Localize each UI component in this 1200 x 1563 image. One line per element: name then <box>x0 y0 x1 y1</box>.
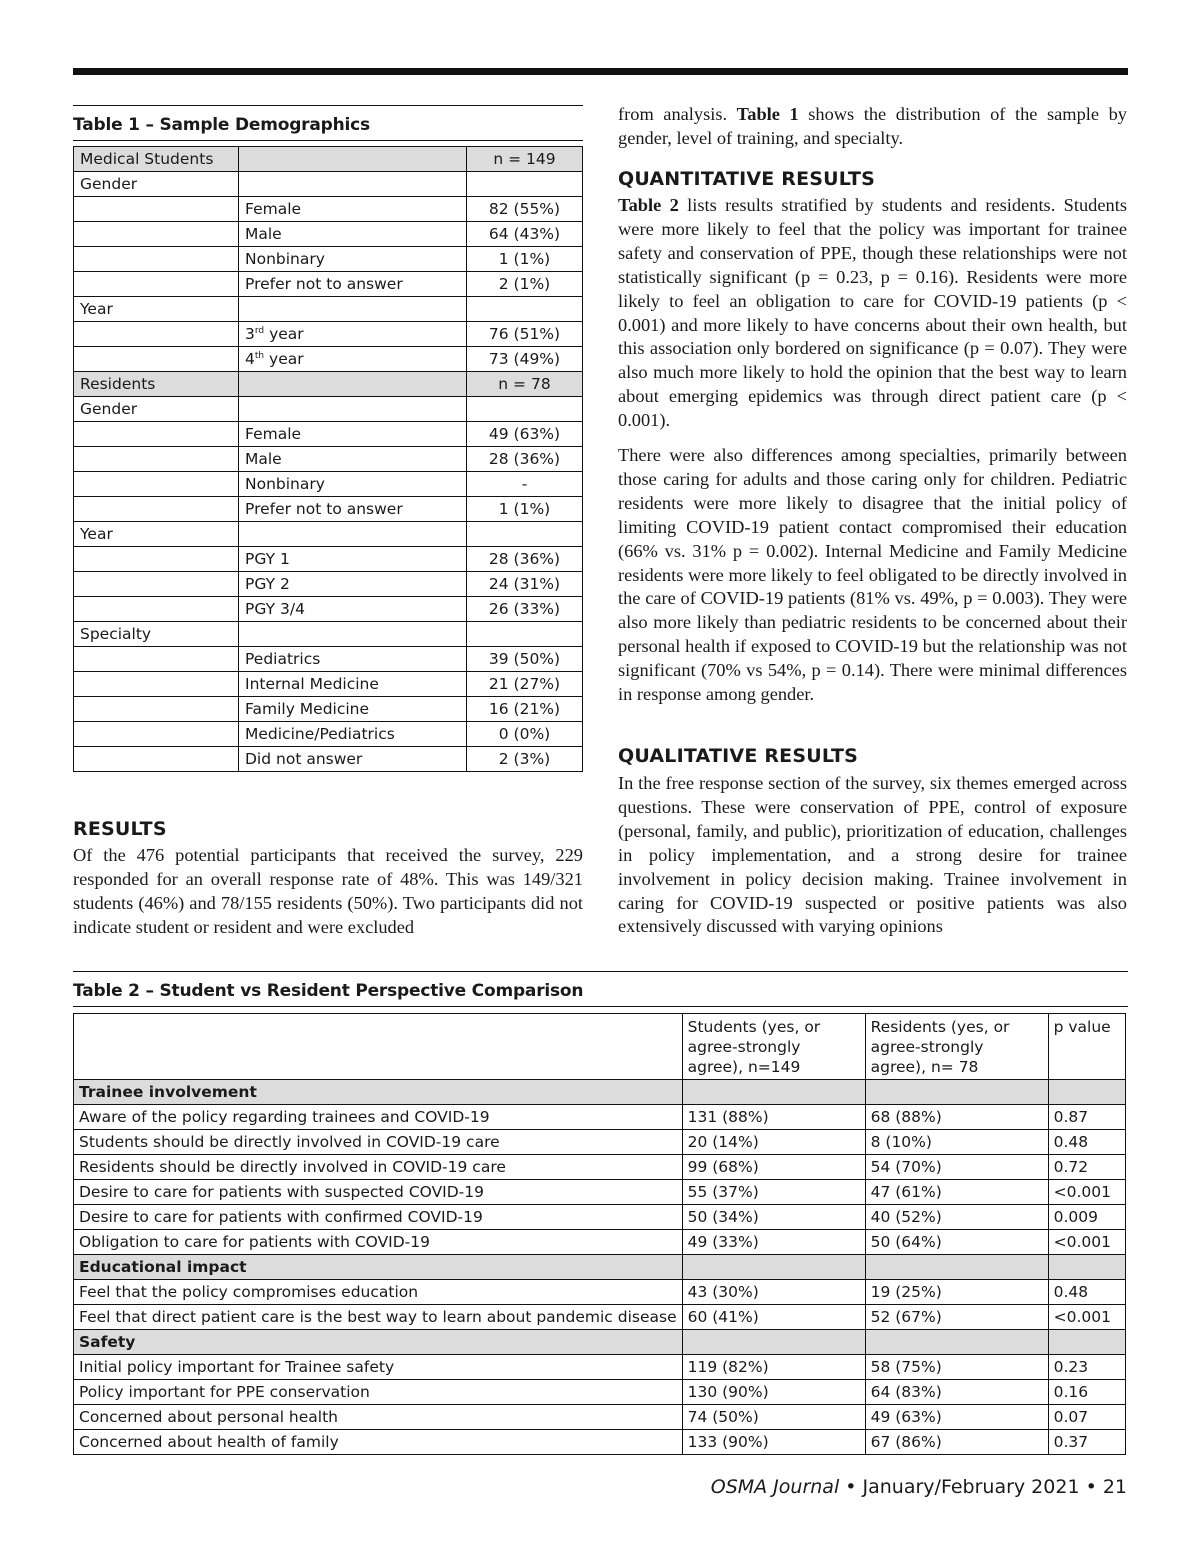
count-cell: n = 149 <box>467 147 583 172</box>
count-cell: 21 (27%) <box>467 672 583 697</box>
category-cell <box>74 497 239 522</box>
empty-cell <box>865 1330 1048 1355</box>
residents-cell: 50 (64%) <box>865 1230 1048 1255</box>
category-cell: Gender <box>74 397 239 422</box>
category-cell <box>74 222 239 247</box>
p-value-cell: <0.001 <box>1048 1305 1125 1330</box>
subcategory-cell <box>239 522 467 547</box>
p-value-cell: 0.48 <box>1048 1130 1125 1155</box>
quantitative-text: lists results stratified by students and residents. Students were more likely to feel that the policy was important for trainee safety and conservation of PPE, though these relationships were not statistically significant (p = 0.23, p = 0.16). Residents were more likely to feel an obligation to care for COVID-19 patients (p < 0.001) and more likely to have concerns about their own health, but this association only bordered on significance (p = 0.07). They were also much more likely to hold the opinion that the best way to learn about emerging epidemics was through direct patient care (p < 0.001). <box>618 195 1127 431</box>
subcategory-label: Prefer not to answer <box>245 500 403 518</box>
category-cell: Year <box>74 522 239 547</box>
section-label: Trainee involvement <box>74 1080 683 1105</box>
subcategory-cell <box>239 197 467 222</box>
question-cell: Policy important for PPE conservation <box>74 1380 683 1405</box>
subcategory-cell <box>239 272 467 297</box>
students-cell: 74 (50%) <box>682 1405 865 1430</box>
table-row <box>74 522 583 547</box>
table-row <box>74 747 583 772</box>
comparison-table <box>73 1013 1126 1455</box>
category-cell <box>74 322 239 347</box>
question-cell: Feel that the policy compromises education <box>74 1280 683 1305</box>
table-row <box>74 147 583 172</box>
count-cell: 1 (1%) <box>467 497 583 522</box>
count-cell: - <box>467 472 583 497</box>
header-p-value: p value <box>1048 1014 1125 1080</box>
category-cell: Medical Students <box>74 147 239 172</box>
count-cell: 64 (43%) <box>467 222 583 247</box>
table-2-ref: Table 2 <box>618 195 679 215</box>
subcategory-label-tail: year <box>264 325 304 343</box>
subcategory-label: Female <box>245 200 302 218</box>
subcategory-label: Medicine/Pediatrics <box>245 725 395 743</box>
table-row <box>74 372 583 397</box>
quantitative-paragraph <box>618 194 1127 433</box>
qualitative-paragraph: In the free response section of the survey, six themes emerged across questions. These were conservation of PPE, control of exposure (personal, family, and public), prioritization of education, challenges in policy implementation, and a strong desire for trainee involvement in policy decision making. Trainee involvement in caring for COVID-19 suspected or positive patients was also extensively discussed with varying opinions <box>618 773 1127 937</box>
subcategory-label-tail: year <box>264 350 304 368</box>
p-value-cell: <0.001 <box>1048 1180 1125 1205</box>
empty-cell <box>1048 1080 1125 1105</box>
empty-cell <box>1048 1255 1125 1280</box>
table-1-ref: Table 1 <box>736 104 799 124</box>
p-value-cell: 0.16 <box>1048 1380 1125 1405</box>
subcategory-label: Male <box>245 450 282 468</box>
category-cell <box>74 422 239 447</box>
demographics-table <box>73 146 583 772</box>
count-cell: 0 (0%) <box>467 722 583 747</box>
subcategory-cell <box>239 322 467 347</box>
residents-cell: 49 (63%) <box>865 1405 1048 1430</box>
p-value-cell: 0.87 <box>1048 1105 1125 1130</box>
category-cell <box>74 597 239 622</box>
table-row <box>74 472 583 497</box>
students-cell: 49 (33%) <box>682 1230 865 1255</box>
question-cell: Obligation to care for patients with COVID-19 <box>74 1230 683 1255</box>
category-cell: Gender <box>74 172 239 197</box>
results-heading: RESULTS <box>73 818 167 840</box>
table-row <box>74 1355 1126 1380</box>
section-label: Safety <box>74 1330 683 1355</box>
empty-cell <box>865 1255 1048 1280</box>
residents-cell: 40 (52%) <box>865 1205 1048 1230</box>
empty-cell <box>865 1080 1048 1105</box>
empty-cell <box>682 1330 865 1355</box>
subcategory-cell <box>239 372 467 397</box>
table-row <box>74 547 583 572</box>
category-cell <box>74 747 239 772</box>
table-row <box>74 1130 1126 1155</box>
subcategory-cell <box>239 172 467 197</box>
specialty-paragraph: There were also differences among specialties, primarily between those caring for adults and those caring only for children. Pediatric residents were more likely to disagree that the initial policy of limiting COVID-19 patient contact compromised their education (66% vs. 31% p = 0.002). Internal Medicine and Family Medicine residents were more likely to feel obligated to be directly involved in the care of COVID-19 patients (81% vs. 49%, p = 0.003). They were also more likely than pediatric residents to be concerned about their personal health if exposed to COVID-19 but the relationship was not significant (70% vs 54%, p = 0.14). There were minimal differences in response among gender. <box>618 445 1127 705</box>
students-cell: 43 (30%) <box>682 1280 865 1305</box>
count-cell <box>467 297 583 322</box>
count-cell <box>467 172 583 197</box>
count-cell: 2 (3%) <box>467 747 583 772</box>
section-row <box>74 1255 1126 1280</box>
category-cell <box>74 722 239 747</box>
subcategory-label: Pediatrics <box>245 650 321 668</box>
students-cell: 55 (37%) <box>682 1180 865 1205</box>
table-row <box>74 1380 1126 1405</box>
students-cell: 119 (82%) <box>682 1355 865 1380</box>
intro-text-2: shows the distribution of the sample by gender, level of training, and specialty. <box>618 104 1127 148</box>
category-cell: Year <box>74 297 239 322</box>
table-row <box>74 222 583 247</box>
table-row <box>74 247 583 272</box>
table-row <box>74 297 583 322</box>
table-row <box>74 1230 1126 1255</box>
footer-date-page: • January/February 2021 • 21 <box>839 1476 1127 1498</box>
empty-cell <box>1048 1330 1125 1355</box>
header-students: Students (yes, or agree-strongly agree), n=149 <box>682 1014 865 1080</box>
journal-name: OSMA Journal <box>710 1476 840 1498</box>
p-value-cell: 0.48 <box>1048 1280 1125 1305</box>
p-value-cell: <0.001 <box>1048 1230 1125 1255</box>
subcategory-cell <box>239 147 467 172</box>
students-cell: 20 (14%) <box>682 1130 865 1155</box>
subcategory-cell <box>239 572 467 597</box>
question-cell: Desire to care for patients with suspected COVID-19 <box>74 1180 683 1205</box>
count-cell <box>467 522 583 547</box>
results-paragraph: Of the 476 potential participants that received the survey, 229 responded for an overall response rate of 48%. This was 149/321 students (46%) and 78/155 residents (50%). Two participants did not indicate student or resident and were excluded <box>73 845 583 937</box>
count-cell: 73 (49%) <box>467 347 583 372</box>
category-cell <box>74 197 239 222</box>
category-cell: Specialty <box>74 622 239 647</box>
section-row <box>74 1330 1126 1355</box>
question-cell: Concerned about personal health <box>74 1405 683 1430</box>
question-cell: Feel that direct patient care is the best way to learn about pandemic disease <box>74 1305 683 1330</box>
section-label: Educational impact <box>74 1255 683 1280</box>
page-footer <box>711 1476 1127 1498</box>
residents-cell: 8 (10%) <box>865 1130 1048 1155</box>
students-cell: 133 (90%) <box>682 1430 865 1455</box>
subcategory-label: Did not answer <box>245 750 363 768</box>
subcategory-cell <box>239 222 467 247</box>
question-cell: Students should be directly involved in COVID-19 care <box>74 1130 683 1155</box>
table-1-caption: Table 1 – Sample Demographics <box>73 106 583 141</box>
residents-cell: 19 (25%) <box>865 1280 1048 1305</box>
subcategory-cell <box>239 647 467 672</box>
category-cell: Residents <box>74 372 239 397</box>
table-row <box>74 397 583 422</box>
students-cell: 130 (90%) <box>682 1380 865 1405</box>
table-row <box>74 347 583 372</box>
category-cell <box>74 472 239 497</box>
subcategory-cell <box>239 622 467 647</box>
subcategory-cell <box>239 722 467 747</box>
table-row <box>74 1205 1126 1230</box>
ordinal-suffix: th <box>254 351 265 361</box>
table-row <box>74 697 583 722</box>
students-cell: 60 (41%) <box>682 1305 865 1330</box>
question-cell: Aware of the policy regarding trainees and COVID-19 <box>74 1105 683 1130</box>
table-row <box>74 1305 1126 1330</box>
subcategory-cell <box>239 497 467 522</box>
residents-cell: 52 (67%) <box>865 1305 1048 1330</box>
count-cell: 28 (36%) <box>467 547 583 572</box>
count-cell <box>467 622 583 647</box>
residents-cell: 54 (70%) <box>865 1155 1048 1180</box>
question-cell: Initial policy important for Trainee safety <box>74 1355 683 1380</box>
table-row <box>74 1280 1126 1305</box>
category-cell <box>74 647 239 672</box>
table-row <box>74 672 583 697</box>
subcategory-cell <box>239 447 467 472</box>
subcategory-cell <box>239 347 467 372</box>
residents-cell: 64 (83%) <box>865 1380 1048 1405</box>
subcategory-cell <box>239 472 467 497</box>
subcategory-cell <box>239 422 467 447</box>
subcategory-label: Family Medicine <box>245 700 370 718</box>
quantitative-heading: QUANTITATIVE RESULTS <box>618 168 876 190</box>
students-cell: 99 (68%) <box>682 1155 865 1180</box>
count-cell: 49 (63%) <box>467 422 583 447</box>
subcategory-label: Internal Medicine <box>245 675 379 693</box>
subcategory-label: PGY 3/4 <box>245 600 305 618</box>
subcategory-label: PGY 1 <box>245 550 290 568</box>
table-row <box>74 1430 1126 1455</box>
residents-cell: 67 (86%) <box>865 1430 1048 1455</box>
count-cell: 28 (36%) <box>467 447 583 472</box>
subcategory-cell <box>239 397 467 422</box>
category-cell <box>74 547 239 572</box>
empty-cell <box>682 1080 865 1105</box>
table-row <box>74 597 583 622</box>
empty-cell <box>682 1255 865 1280</box>
residents-cell: 47 (61%) <box>865 1180 1048 1205</box>
subcategory-cell <box>239 697 467 722</box>
category-cell <box>74 672 239 697</box>
subcategory-label: Male <box>245 225 282 243</box>
subcategory-cell <box>239 672 467 697</box>
table-row <box>74 172 583 197</box>
table-row <box>74 722 583 747</box>
question-cell: Concerned about health of family <box>74 1430 683 1455</box>
table-row <box>74 497 583 522</box>
header-question <box>74 1014 683 1080</box>
count-cell <box>467 397 583 422</box>
count-cell: 24 (31%) <box>467 572 583 597</box>
count-cell: 2 (1%) <box>467 272 583 297</box>
subcategory-label: Nonbinary <box>245 250 325 268</box>
students-cell: 131 (88%) <box>682 1105 865 1130</box>
subcategory-cell <box>239 747 467 772</box>
count-cell: 26 (33%) <box>467 597 583 622</box>
table-row <box>74 197 583 222</box>
header-residents: Residents (yes, or agree-strongly agree), n= 78 <box>865 1014 1048 1080</box>
category-cell <box>74 272 239 297</box>
subcategory-cell <box>239 547 467 572</box>
top-rule <box>73 68 1128 75</box>
table-row <box>74 572 583 597</box>
ordinal-suffix: rd <box>254 326 265 336</box>
subcategory-cell <box>239 247 467 272</box>
subcategory-label: PGY 2 <box>245 575 290 593</box>
subcategory-label: Female <box>245 425 302 443</box>
p-value-cell: 0.72 <box>1048 1155 1125 1180</box>
count-cell: 76 (51%) <box>467 322 583 347</box>
count-cell: 16 (21%) <box>467 697 583 722</box>
p-value-cell: 0.009 <box>1048 1205 1125 1230</box>
table-row <box>74 1155 1126 1180</box>
students-cell: 50 (34%) <box>682 1205 865 1230</box>
residents-cell: 68 (88%) <box>865 1105 1048 1130</box>
table-row <box>74 1405 1126 1430</box>
table-row <box>74 1180 1126 1205</box>
table-2-caption: Table 2 – Student vs Resident Perspective Comparison <box>73 972 1128 1007</box>
intro-text: from analysis. <box>618 104 737 124</box>
subcategory-label: Prefer not to answer <box>245 275 403 293</box>
category-cell <box>74 572 239 597</box>
count-cell: 1 (1%) <box>467 247 583 272</box>
table-1 <box>73 105 583 772</box>
table-row <box>74 622 583 647</box>
residents-cell: 58 (75%) <box>865 1355 1048 1380</box>
subcategory-label: 3 <box>245 325 255 343</box>
subcategory-cell <box>239 297 467 322</box>
p-value-cell: 0.07 <box>1048 1405 1125 1430</box>
category-cell <box>74 247 239 272</box>
count-cell: 82 (55%) <box>467 197 583 222</box>
table-row <box>74 447 583 472</box>
table-header-row <box>74 1014 1126 1080</box>
question-cell: Residents should be directly involved in COVID-19 care <box>74 1155 683 1180</box>
table-row <box>74 422 583 447</box>
question-cell: Desire to care for patients with confirmed COVID-19 <box>74 1205 683 1230</box>
category-cell <box>74 347 239 372</box>
qualitative-heading: QUALITATIVE RESULTS <box>618 745 859 767</box>
table-2 <box>73 971 1128 1455</box>
table-row <box>74 272 583 297</box>
count-cell: 39 (50%) <box>467 647 583 672</box>
subcategory-label: 4 <box>245 350 255 368</box>
subcategory-cell <box>239 597 467 622</box>
category-cell <box>74 697 239 722</box>
intro-paragraph <box>618 103 1127 151</box>
subcategory-label: Nonbinary <box>245 475 325 493</box>
table-row <box>74 647 583 672</box>
section-row <box>74 1080 1126 1105</box>
p-value-cell: 0.37 <box>1048 1430 1125 1455</box>
p-value-cell: 0.23 <box>1048 1355 1125 1380</box>
count-cell: n = 78 <box>467 372 583 397</box>
table-row <box>74 1105 1126 1130</box>
table-row <box>74 322 583 347</box>
category-cell <box>74 447 239 472</box>
